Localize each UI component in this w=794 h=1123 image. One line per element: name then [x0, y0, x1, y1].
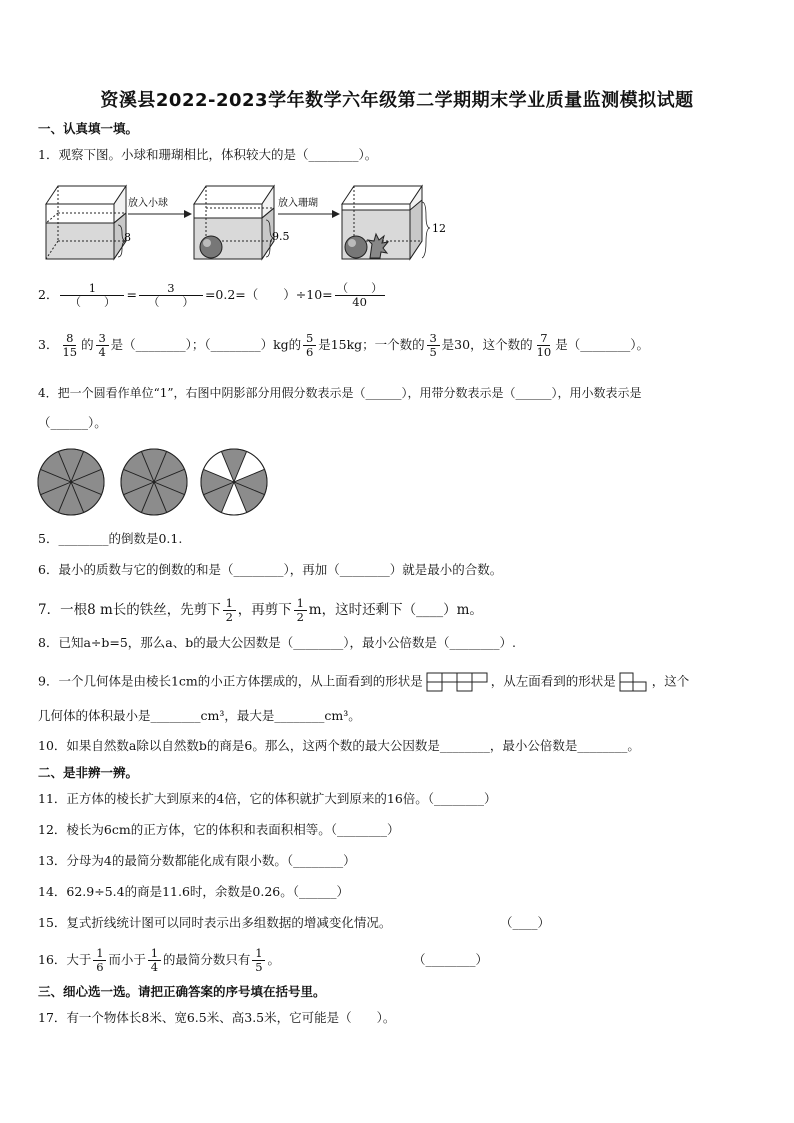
question-6: 6．最小的质数与它的倒数的和是（________），再加（________）就是最小的合数。: [38, 562, 503, 577]
question-3: 3． $\frac{8}{15}$ 的 $\frac{3}{4}$ 是（________）；（________）kg的 $\frac{5}{6}$ 是15kg；一个数的 $\frac{3}{5}$ 是30，这个数的 $\frac{7}{10}$ 是（________）。: [38, 331, 649, 359]
section-2-heading: 二、是非辨一辨。: [38, 765, 139, 780]
q1-height-1: 8: [124, 231, 131, 244]
question-12: 12．棱长为6cm的正方体，它的体积和表面积相等。（________）: [38, 822, 400, 837]
q3-fraction-e: $\frac{7}{10}$: [536, 331, 552, 359]
question-9-line-1: 9．一个几何体是由棱长1cm的小正方体摆成的，从上面看到的形状是 ，从左面看到的形状是 ，这个: [38, 671, 689, 693]
q1-height-2: 9.5: [272, 230, 290, 243]
q3-fraction-d: $\frac{3}{5}$: [427, 332, 440, 359]
q1-arrow-1-label: 放入小球: [128, 198, 168, 209]
question-15-blank: （____）: [500, 915, 551, 930]
question-7: 7．一根8 m长的铁丝，先剪下 $\frac{1}{2}$ ，再剪下 $\frac{1}{2}$ m，这时还剩下（____）m。: [38, 596, 483, 624]
q2-fraction-1: $\frac{1}{( )}$: [60, 282, 124, 309]
question-10: 10．如果自然数a除以自然数b的商是6。那么，这两个数的最大公因数是________，最小公倍数是________。: [38, 738, 640, 753]
q1-figure: [36, 178, 446, 266]
q3-fraction-b: $\frac{3}{4}$: [96, 332, 109, 359]
q7-fraction-2: $\frac{1}{2}$: [294, 597, 307, 624]
q3-fraction-a: $\frac{8}{15}$: [62, 331, 78, 359]
question-11: 11．正方体的棱长扩大到原来的4倍，它的体积就扩大到原来的16倍。（________）: [38, 791, 497, 806]
q2-number: 2．: [38, 287, 59, 302]
question-5: 5．________的倒数是0.1.: [38, 531, 183, 546]
question-14: 14．62.9÷5.4的商是11.6时，余数是0.26。（______）: [38, 884, 350, 899]
q16-fraction-c: $\frac{1}{5}$: [252, 947, 265, 974]
box-3: [342, 186, 430, 259]
question-13: 13．分母为4的最简分数都能化成有限小数。（________）: [38, 853, 356, 868]
q16-fraction-a: $\frac{1}{6}$: [93, 947, 106, 974]
question-1: 1．观察下图。小球和珊瑚相比，体积较大的是（________）。: [38, 147, 378, 162]
question-9-line-2: 几何体的体积最小是________cm³，最大是________cm³。: [38, 708, 361, 723]
q4-circles: [36, 446, 276, 518]
question-8: 8．已知a÷b=5，那么a、b的最大公因数是（________），最小公倍数是（________）.: [38, 635, 516, 650]
question-4-line-2: （______）。: [38, 415, 107, 430]
q3-fraction-c: $\frac{5}{6}$: [303, 332, 316, 359]
q2-fraction-2: $\frac{3}{( )}$: [139, 282, 203, 309]
q9-left-view-shape: [618, 671, 650, 693]
section-1-heading: 一、认真填一填。: [38, 121, 139, 136]
q16-fraction-b: $\frac{1}{4}$: [148, 947, 161, 974]
question-2: 2． $\frac{1}{( )}$ = $\frac{3}{( )}$ =0.2=（ ）÷10= $\frac{( )}{40}$: [38, 281, 383, 309]
question-15: 15．复式折线统计图可以同时表示出多组数据的增减变化情况。: [38, 915, 392, 930]
section-3-heading: 三、细心选一选。请把正确答案的序号填在括号里。: [38, 984, 326, 999]
q9-top-view-shape: [425, 671, 489, 693]
q2-fraction-3: $\frac{( )}{40}$: [336, 281, 383, 309]
q1-arrow-2-label: 放入珊瑚: [278, 198, 318, 209]
q1-height-3: 12: [432, 222, 446, 235]
question-16: 16．大于 $\frac{1}{6}$ 而小于 $\frac{1}{4}$ 的最简分数只有 $\frac{1}{5}$ 。: [38, 946, 280, 974]
page-title: 资溪县2022-2023学年数学六年级第二学期期末学业质量监测模拟试题: [100, 90, 694, 111]
q7-fraction-1: $\frac{1}{2}$: [223, 597, 236, 624]
box-1: [46, 186, 126, 259]
question-16-blank: （________）: [413, 952, 489, 967]
question-4-line-1: 4．把一个圆看作单位“1”，右图中阴影部分用假分数表示是（______），用带分数表示是（______），用小数表示是: [38, 386, 642, 400]
question-17: 17．有一个物体长8米、宽6.5米、高3.5米，它可能是（ ）。: [38, 1010, 396, 1025]
box-2: [194, 186, 274, 259]
